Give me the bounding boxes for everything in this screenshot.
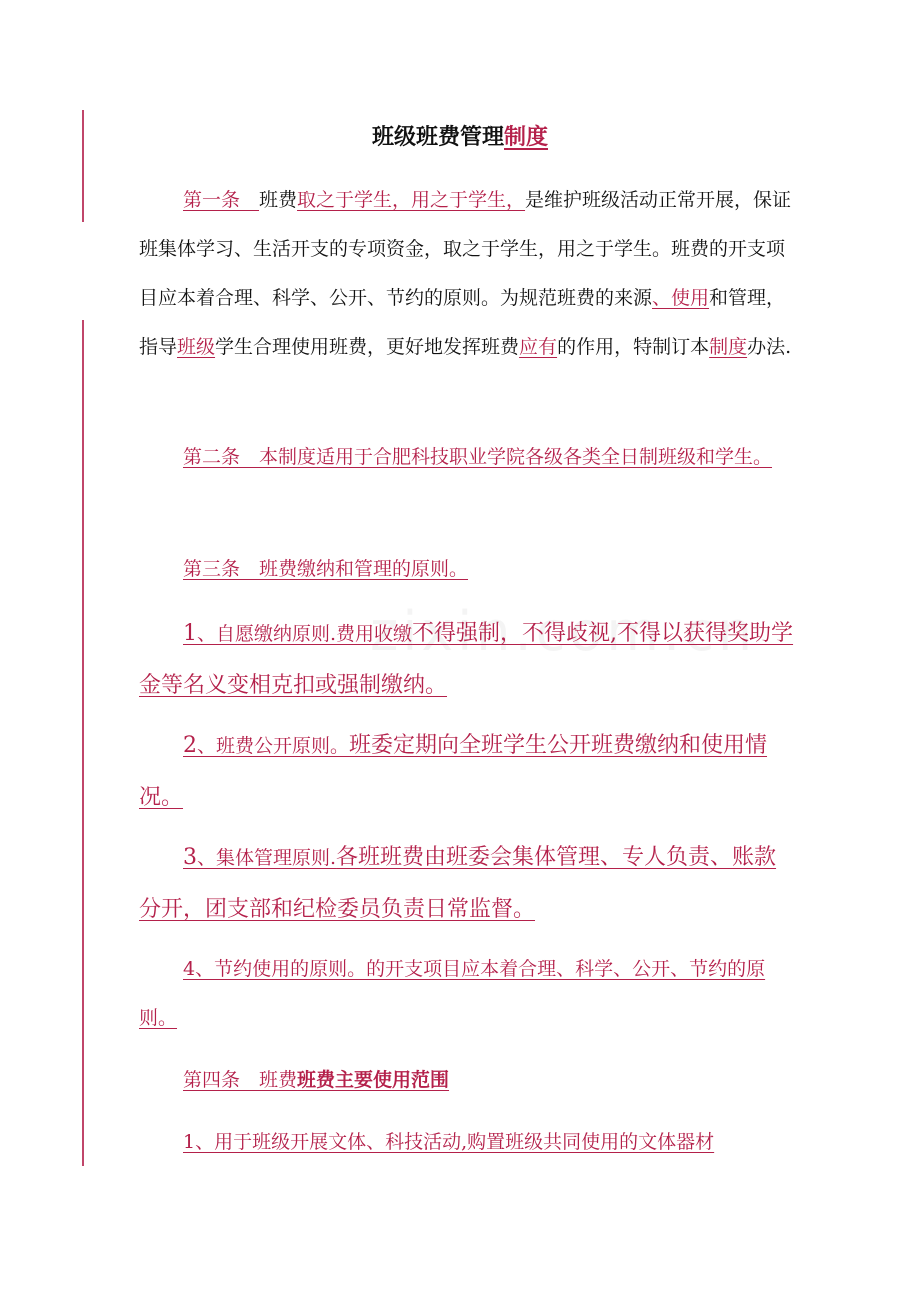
article-1-link-3: 班级 <box>177 336 216 358</box>
principle-4: 4、节约使用的原则。的开支项目应本着合理、科学、公开、节约的原则。 <box>139 958 766 1029</box>
article-1-link-1: 取之于学生，用之于学生， <box>297 189 526 211</box>
principle-3-text: 各班班费由班委会集体管理、专人负责、账款分开，团支部和纪检委员负责日常监督。 <box>139 845 777 922</box>
article-4 <box>139 1056 794 1105</box>
principle-1-label: 、自愿缴纳原则.费用收缴 <box>197 623 413 645</box>
principle-1-number: 1 <box>183 621 197 646</box>
article-1-label: 第一条 <box>183 189 260 211</box>
article-1-text-1: 班费 <box>259 189 298 211</box>
title-accent: 制度 <box>504 124 549 150</box>
margin-line-bottom <box>82 320 84 1166</box>
article-1-link-5: 制度 <box>709 336 748 358</box>
article-1-text-6: 办法. <box>747 336 792 358</box>
article-4-label: 第四条 班费 <box>183 1069 298 1091</box>
principle-2-label: 、班费公开原则。 <box>197 735 350 757</box>
principle-3-number: 3 <box>183 845 197 870</box>
title-main: 班级班费管理 <box>371 124 504 150</box>
article-1 <box>139 176 794 372</box>
principle-2-number: 2 <box>183 733 197 758</box>
article-1-text-3: 和管理，指导 <box>139 287 786 358</box>
article-1-text-5: 的作用，特制订本 <box>557 336 710 358</box>
article-1-link-4: 应有 <box>519 336 558 358</box>
principle-2-text: 班委定期向全班学生公开班费缴纳和使用情况。 <box>139 733 768 810</box>
article-3: 第三条 班费缴纳和管理的原则。 <box>183 558 469 580</box>
principle-3 <box>139 832 794 936</box>
principle-2 <box>139 720 794 824</box>
document-title <box>0 120 920 154</box>
article-1-text-2: 是维护班级活动正常开展，保证班集体学习、生活开支的专项资金，取之于学生，用之于学生。班费的开支项目应本着合理、科学、公开、节约的原则。为规范班费的来源 <box>139 189 792 309</box>
article-1-link-2: 、使用 <box>652 287 710 309</box>
article-2: 第二条 本制度适用于合肥科技职业学院各级各类全日制班级和学生。 <box>183 446 773 468</box>
principle-3-label: 、集体管理原则. <box>197 847 337 869</box>
article-4-heading: 班费主要使用范围 <box>297 1069 450 1091</box>
article-1-text-4: 学生合理使用班费，更好地发挥班费 <box>215 336 520 358</box>
principle-1-text: 不得强制，不得歧视,不得以获得奖助学金等名义变相克扣或强制缴纳。 <box>139 621 794 698</box>
principle-1 <box>139 608 794 712</box>
usage-item-1: 1、用于班级开展文体、科技活动,购置班级共同使用的文体器材 <box>183 1131 715 1153</box>
